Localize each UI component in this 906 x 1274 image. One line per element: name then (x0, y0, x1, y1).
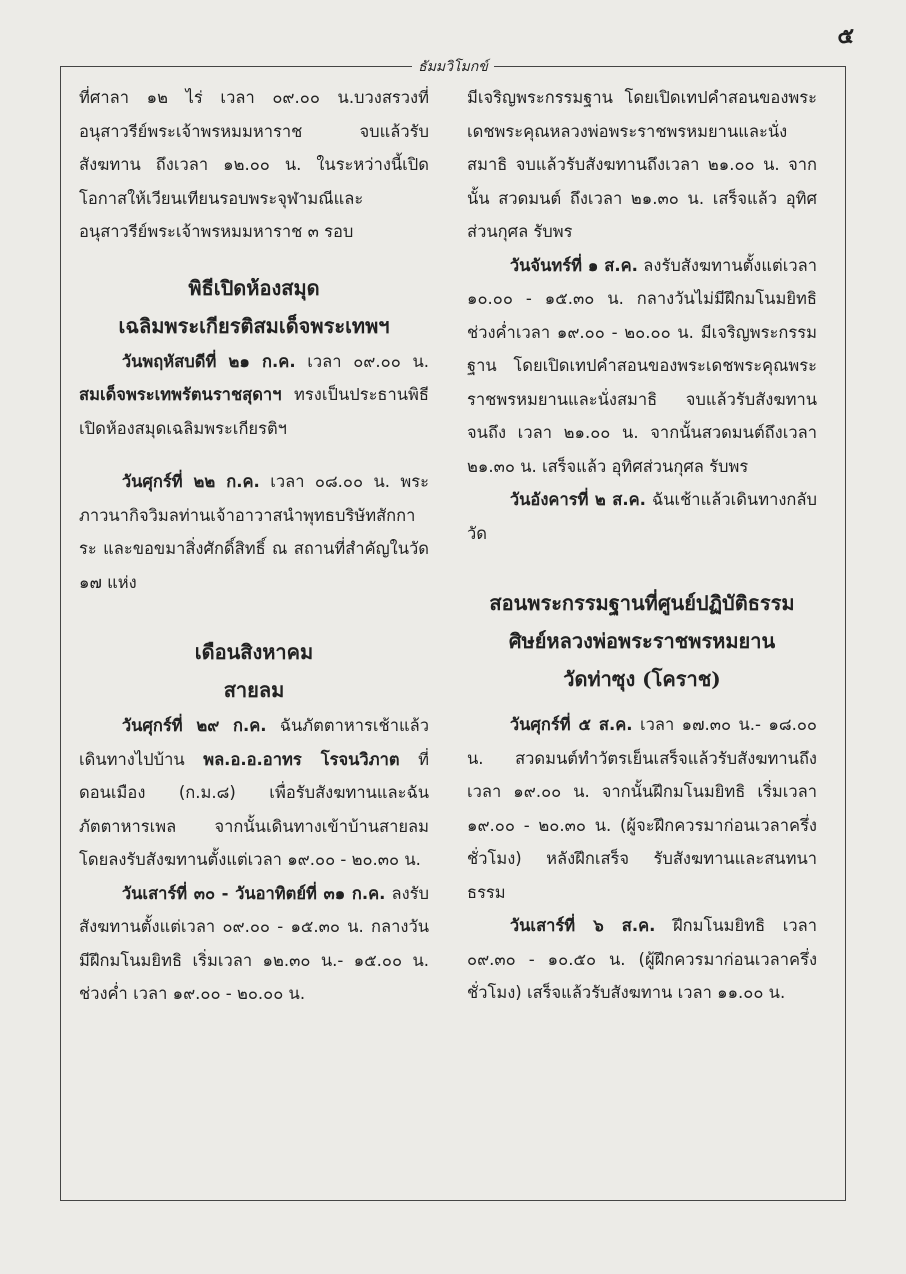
date-label: วันศุกร์ที่ ๕ ส.ค. (509, 715, 633, 734)
date-label: วันศุกร์ที่ ๒๙ ก.ค. (121, 716, 267, 735)
page-number: ๕ (837, 24, 854, 49)
section-heading: เฉลิมพระเกียรติสมเด็จพระเทพฯ (118, 313, 390, 338)
paragraph-text: ฝึกมโนมยิทธิ เวลา ๐๙.๓๐ - ๑๐.๕๐ น. (ผู้ฝึกควรมาก่อนเวลาครึ่งชั่วโมง) เสร็จแล้วรับสังฆทาน เวลา ๑๑.๐๐ น. (467, 916, 817, 1002)
paragraph (467, 483, 817, 550)
section-heading: ศิษย์หลวงพ่อพระราชพรหมยาน (508, 629, 776, 653)
date-label: วันศุกร์ที่ ๒๒ ก.ค. (121, 472, 260, 491)
paragraph (79, 877, 429, 1011)
paragraph: ที่ศาลา ๑๒ ไร่ เวลา ๐๙.๐๐ น.บวงสรวงที่อนุสาวรีย์พระเจ้าพรหมมหาราช จบแล้วรับสังฆทาน ถึงเวลา ๑๒.๐๐ น. ในระหว่างนี้เปิดโอกาสให้เวียนเทียนรอบพระจุฬามณีและอนุสาวรีย์พระเจ้าพรหมมหาราช ๓ รอบ (79, 88, 429, 241)
paragraph-text: เวลา ๑๗.๓๐ น.- ๑๘.๐๐ น. สวดมนต์ทำวัตรเย็นเสร็จแล้วรับสังฆทานถึงเวลา ๑๙.๐๐ น. จากนั้นฝึกมโนมยิทธิ เริ่มเวลา ๑๙.๐๐ - ๒๐.๓๐ น. (ผู้จะฝึกควรมาก่อนเวลาครึ่งชั่วโมง) หลังฝึกเสร็จ รับสังฆทานและสนทนาธรรม (467, 715, 817, 902)
paragraph-text: ฉันภัตตาหารเช้าแล้ว เดินทางไปบ้าน (79, 716, 429, 769)
paragraph (467, 249, 817, 484)
paragraph-text: ที่ดอนเมือง (ก.ม.๘) เพื่อรับสังฆทานและฉันภัตตาหารเพล จากนั้นเดินทางเข้าบ้านสายลม โดยลงรับสังฆทานตั้งแต่เวลา ๑๙.๐๐ - ๒๐.๓๐ น. (79, 749, 429, 869)
running-head (61, 56, 845, 78)
paragraph (79, 345, 429, 446)
section-heading: สายลม (223, 678, 285, 702)
paragraph-text: เวลา ๐๙.๐๐ น. (295, 351, 429, 371)
paragraph-text: ลงรับสังฆทานตั้งแต่เวลา ๐๙.๐๐ - ๑๕.๓๐ น. กลางวันมีฝึกมโนมยิทธิ เริ่มเวลา ๑๒.๓๐ น.- ๑๕.๐๐ น. ช่วงค่ำ เวลา ๑๙.๐๐ - ๒๐.๐๐ น. (79, 883, 430, 1003)
paragraph-text: ลงรับสังฆทานตั้งแต่เวลา ๑๐.๐๐ - ๑๕.๓๐ น. กลางวันไม่มีฝึกมโนมยิทธิ ช่วงค่ำเวลา ๑๙.๐๐ - ๒๐.๐๐ น. มีเจริญพระกรรมฐาน โดยเปิดเทปคำสอนของพระเดชพระคุณพระราชพรหมยานและนั่งสมาธิ จบแล้วรับสังฆทานจนถึง เวลา ๒๑.๐๐ น. จากนั้นสวดมนต์ถึงเวลา ๒๑.๓๐ น. เสร็จแล้ว อุทิศส่วนกุศล รับพร (467, 255, 817, 476)
paragraph-text: ฉันเช้าแล้วเดินทางกลับวัด (467, 490, 817, 543)
paragraph-text: ทรงเป็นประธานพิธีเปิดห้องสมุดเฉลิมพระเกียรติฯ (79, 385, 429, 438)
running-head-text: ธัมมวิโมกข์ (412, 59, 494, 75)
paragraph (467, 708, 817, 909)
section-heading: พิธีเปิดห้องสมุด (188, 275, 320, 300)
date-label: วันจันทร์ที่ ๑ ส.ค. (509, 255, 638, 275)
section-heading: วัดท่าซุง (โคราช) (563, 667, 721, 691)
section-heading: เดือนสิงหาคม (194, 640, 314, 664)
paragraph: มีเจริญพระกรรมฐาน โดยเปิดเทปคำสอนของพระเดชพระคุณหลวงพ่อพระราชพรหมยานและนั่งสมาธิ จบแล้วรับสังฆทานถึงเวลา ๒๑.๐๐ น. จากนั้น สวดมนต์ ถึงเวลา ๒๑.๓๐ น. เสร็จแล้ว อุทิศส่วนกุศล รับพร (467, 88, 817, 241)
paragraph-text: เวลา ๐๘.๐๐ น. พระภาวนากิจวิมลท่านเจ้าอาวาสนำพุทธบริษัทสักการะ และขอขมาสิ่งศักดิ์สิทธิ์ ณ สถานที่สำคัญในวัด ๑๗ แห่ง (79, 472, 429, 592)
section-heading: สอนพระกรรมฐานที่ศูนย์ปฏิบัติธรรม (489, 591, 795, 615)
paragraph (79, 465, 429, 599)
date-label: วันเสาร์ที่ ๖ ส.ค. (509, 916, 656, 935)
paragraph (467, 909, 817, 1010)
date-label: วันเสาร์ที่ ๓๐ - วันอาทิตย์ที่ ๓๑ ก.ค. (121, 883, 386, 903)
paragraph (79, 709, 429, 877)
left-column (79, 81, 429, 1011)
date-label: วันอังคารที่ ๒ ส.ค. (509, 490, 646, 509)
page-frame (60, 59, 846, 1201)
name-label: สมเด็จพระเทพรัตนราชสุดาฯ (79, 385, 282, 404)
name-label: พล.อ.อ.อาทร โรจนวิภาต (203, 749, 400, 769)
right-column (467, 81, 817, 1010)
date-label: วันพฤหัสบดีที่ ๒๑ ก.ค. (121, 351, 296, 371)
